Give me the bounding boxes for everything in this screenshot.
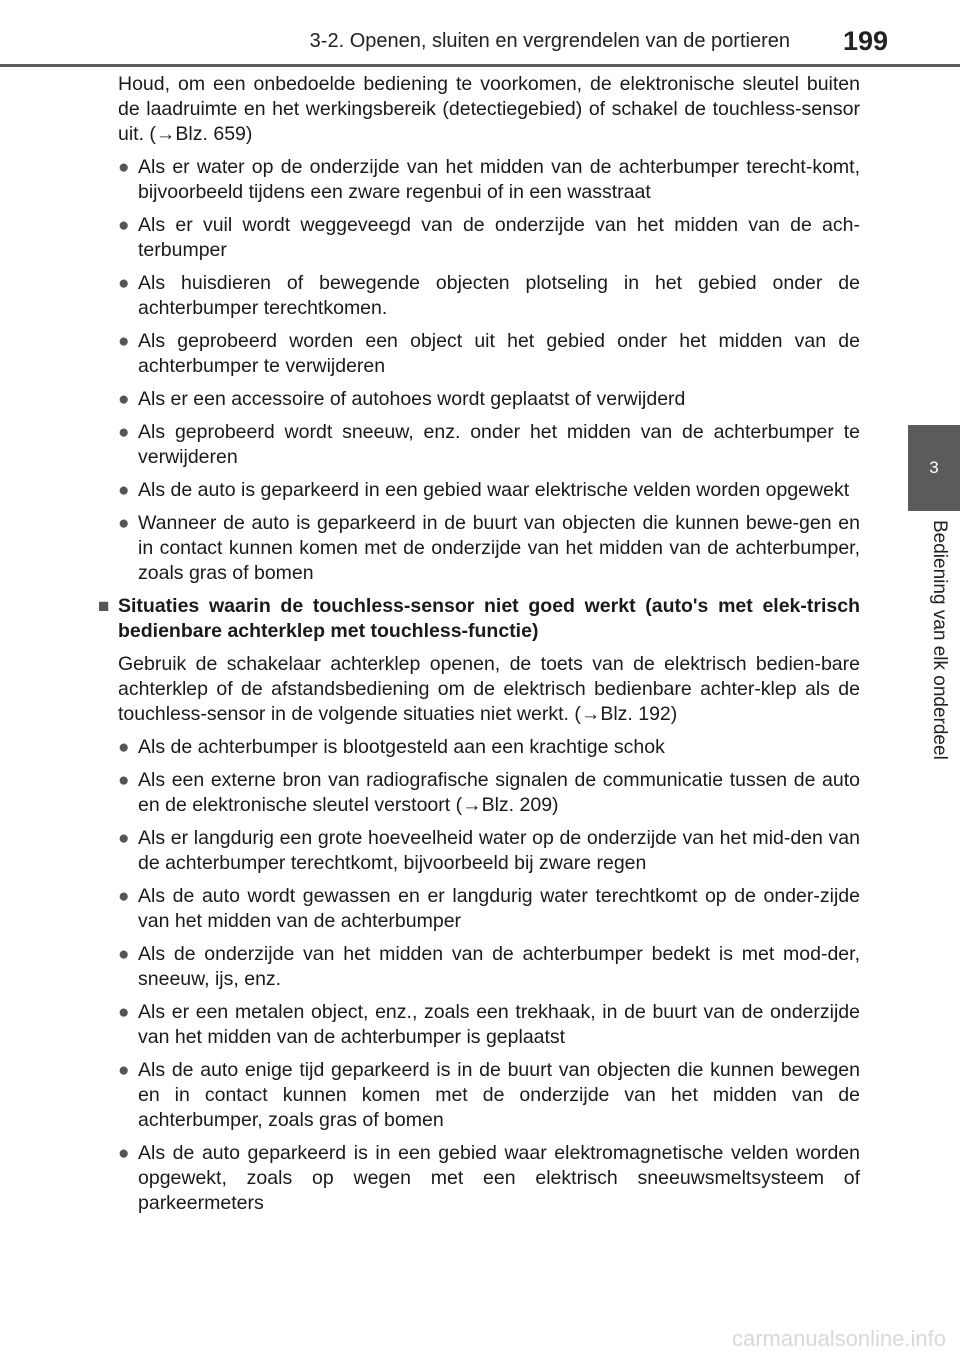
list-item: ● Als de auto enige tijd geparkeerd is in de buurt van objecten die kunnen bewegen en in contact kunnen komen met de onderzijde van het midden van de achterbumper, zoals gras of bomen (118, 1059, 860, 1131)
list-item: ● Wanneer de auto is geparkeerd in de buurt van objecten die kunnen bewe-gen en in contact kunnen komen met de onderzijde van het midden van de achterbumper, zoals gras of bomen (118, 512, 860, 584)
bullet-icon: ● (118, 1002, 130, 1023)
bullet-icon: ● (118, 828, 130, 849)
list-item: ● Als er vuil wordt weggeveegd van de onderzijde van het midden van de ach-terbumper (118, 214, 860, 261)
section-intro: Gebruik de schakelaar achterklep openen, de toets van de elektrisch bedien-bare achterklep of de afstandsbediening om de elektrisch bedienbare achter-klep als de touchless-sensor in de volgende situaties niet werkt. (→Blz. 192) (118, 653, 860, 725)
list-item: ● Als de onderzijde van het midden van de achterbumper bedekt is met mod-der, sneeuw, ijs, enz. (118, 943, 860, 990)
header-rule (0, 64, 960, 67)
list-item: ● Als geprobeerd worden een object uit het gebied onder het midden van de achterbumper te verwijderen (118, 330, 860, 377)
section-heading (98, 594, 860, 644)
watermark: carmanualsonline.info (731, 1326, 946, 1351)
bullet-icon: ● (118, 1143, 130, 1164)
bullet-icon: ● (118, 944, 130, 965)
bullet-icon: ● (118, 513, 130, 534)
list-item: ● Als de achterbumper is blootgesteld aan een krachtige schok (118, 736, 665, 758)
bullet-icon: ● (118, 1060, 130, 1081)
list-item: ● Als de auto wordt gewassen en er langdurig water terechtkomt op de onder-zijde van het midden van de achterbumper (118, 885, 860, 932)
list-item: ● Als geprobeerd wordt sneeuw, enz. onder het midden van de achterbumper te verwijderen (118, 421, 860, 468)
list-item: ● Als er een metalen object, enz., zoals een trekhaak, in de buurt van de onderzijde van het midden van de achterbumper is geplaatst (118, 1001, 860, 1048)
chapter-label: Bediening van elk onderdeel (929, 520, 950, 760)
bullet-icon: ● (118, 331, 130, 352)
bullet-list-b (98, 735, 860, 1216)
section-heading-text: Situaties waarin de touchless-sensor niet goed werkt (auto's met elek-trisch bedienbare achterklep met touchless-functie) (118, 595, 860, 642)
bullet-icon: ● (118, 215, 130, 236)
chapter-number: 3 (929, 458, 939, 477)
header-title: 3-2. Openen, sluiten en vergrendelen van de portieren (309, 30, 790, 52)
bullet-icon: ● (118, 480, 130, 501)
list-item: ● Als er water op de onderzijde van het midden van de achterbumper terecht-komt, bijvoorbeeld tijdens een zware regenbui of in een wasstraat (118, 156, 860, 203)
list-item: ● Als huisdieren of bewegende objecten plotseling in het gebied onder de achterbumper terechtkomen. (118, 272, 860, 319)
list-item: ● Als er een accessoire of autohoes wordt geplaatst of verwijderd (118, 388, 686, 410)
bullet-icon: ● (118, 157, 130, 178)
list-item: ● Als de auto is geparkeerd in een gebied waar elektrische velden worden opgewekt (118, 479, 850, 501)
page-body (98, 72, 860, 1224)
bullet-icon: ● (118, 273, 130, 294)
square-icon: ■ (98, 596, 110, 617)
intro-paragraph: Houd, om een onbedoelde bediening te voorkomen, de elektronische sleutel buiten de laadruimte en het werkingsbereik (detectiegebied) of schakel de touchless-sensor uit. (→Blz. 659) (118, 73, 860, 145)
bullet-icon: ● (118, 737, 130, 758)
chapter-tab (908, 425, 960, 511)
bullet-icon: ● (118, 886, 130, 907)
bullet-icon: ● (118, 422, 130, 443)
list-item: ● Als een externe bron van radiografische signalen de communicatie tussen de auto en de elektronische sleutel verstoort (→Blz. 209) (118, 769, 860, 816)
page-number: 199 (842, 26, 888, 56)
bullet-list-a (98, 155, 860, 586)
list-item: ● Als er langdurig een grote hoeveelheid water op de onderzijde van het mid-den van de achterbumper terechtkomt, bijvoorbeeld bij zware regen (118, 827, 860, 874)
bullet-icon: ● (118, 389, 130, 410)
bullet-icon: ● (118, 770, 130, 791)
list-item: ● Als de auto geparkeerd is in een gebied waar elektromagnetische velden worden opgewekt, zoals op wegen met een elektrisch sneeuwsmeltsysteem of parkeermeters (118, 1142, 860, 1214)
